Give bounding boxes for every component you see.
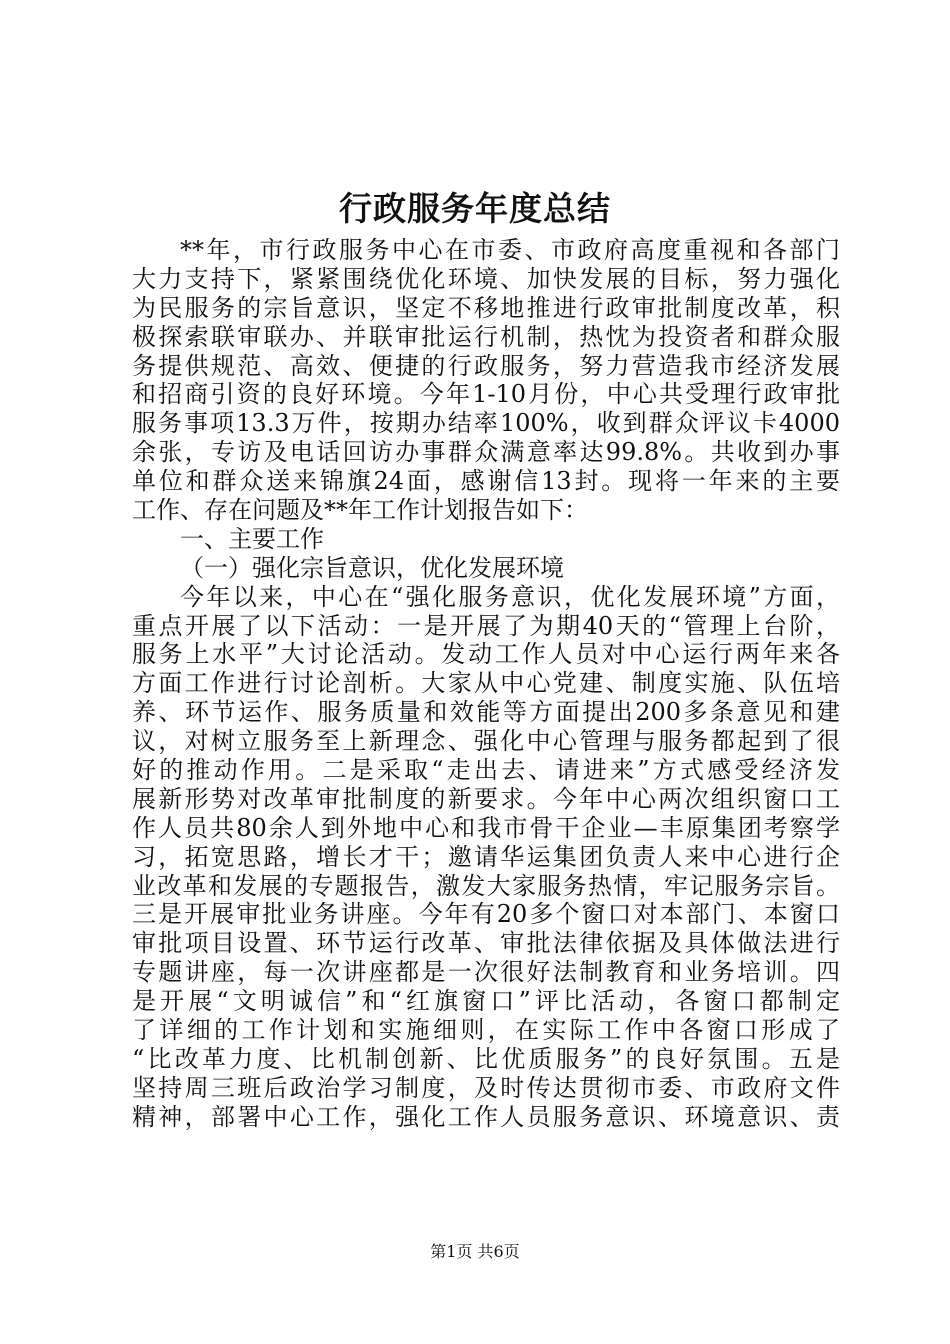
paragraph-line: 审批项目设置、环节运行改革、审批法律依据及具体做法进行 [132,929,840,958]
paragraph-line: 议，对树立服务至上新理念、强化中心管理与服务都起到了很 [132,727,840,756]
paragraph-line: 好的推动作用。二是采取“走出去、请进来”方式感受经济发 [132,756,840,785]
paragraph-line: 单位和群众送来锦旗24面，感谢信13封。现将一年来的主要 [132,467,840,496]
paragraph-line: 精神，部署中心工作，强化工作人员服务意识、环境意识、责 [132,1102,840,1131]
paragraph-line: 今年以来，中心在“强化服务意识，优化发展环境”方面， [180,582,840,611]
paragraph-line: 重点开展了以下活动：一是开展了为期40天的“管理上台阶， [132,611,840,640]
page-footer: 第1页 共6页 [430,1242,520,1261]
paragraph-line: 大力支持下，紧紧围绕优化环境、加快发展的目标，努力强化 [132,264,840,293]
paragraph-line: 方面工作进行讨论剖析。大家从中心党建、制度实施、队伍培 [132,669,840,698]
paragraph-line: 业改革和发展的专题报告，激发大家服务热情，牢记服务宗旨。 [132,871,840,900]
paragraph-line: 务提供规范、高效、便捷的行政服务，努力营造我市经济发展 [132,351,840,380]
paragraph-line: “比改革力度、比机制创新、比优质服务”的良好氛围。五是 [132,1044,840,1073]
paragraph-line: 服务事项13.3万件，按期办结率100%，收到群众评议卡4000 [132,409,840,438]
paragraph-line: 为民服务的宗旨意识，坚定不移地推进行政审批制度改革，积 [132,293,840,322]
paragraph-line: **年，市行政服务中心在市委、市政府高度重视和各部门 [180,236,840,264]
paragraph-line: 养、环节运作、服务质量和效能等方面提出200多条意见和建 [132,698,840,727]
paragraph-line: 工作、存在问题及**年工作计划报告如下： [132,496,588,525]
paragraph-line: 是开展“文明诚信”和“红旗窗口”评比活动，各窗口都制定 [132,987,840,1016]
paragraph-line: 极探索联审联办、并联审批运行机制，热忱为投资者和群众服 [132,322,840,351]
paragraph-line: 作人员共80余人到外地中心和我市骨干企业—丰原集团考察学 [132,813,840,842]
paragraph-line: 余张，专访及电话回访办事群众满意率达99.8%。共收到办事 [132,438,840,467]
section-heading: 一、主要工作 [180,524,324,553]
paragraph-line: 专题讲座，每一次讲座都是一次很好法制教育和业务培训。四 [132,958,840,987]
paragraph-line: 和招商引资的良好环境。今年1-10月份，中心共受理行政审批 [132,380,840,409]
document-body [132,236,840,1132]
paragraph-line: 服务上水平”大讨论活动。发动工作人员对中心运行两年来各 [132,640,840,669]
paragraph-line: 坚持周三班后政治学习制度，及时传达贯彻市委、市政府文件 [132,1073,840,1102]
paragraph-line: 展新形势对改革审批制度的新要求。今年中心两次组织窗口工 [132,784,840,813]
paragraph-line: 了详细的工作计划和实施细则，在实际工作中各窗口形成了 [132,1016,840,1045]
paragraph-line: 三是开展审批业务讲座。今年有20多个窗口对本部门、本窗口 [132,900,840,929]
document-title: 行政服务年度总结 [339,189,611,228]
paragraph-line: 习，拓宽思路，增长才干；邀请华运集团负责人来中心进行企 [132,842,840,871]
subsection-heading: （一）强化宗旨意识，优化发展环境 [180,553,564,582]
